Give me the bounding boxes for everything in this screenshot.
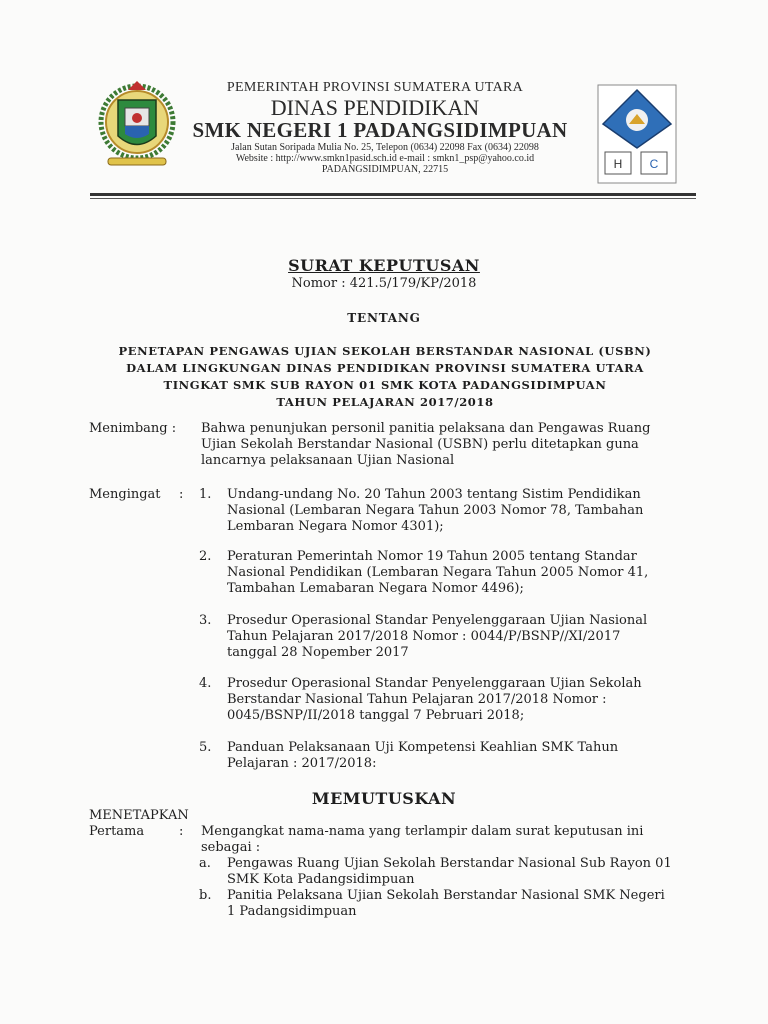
text-line: Panduan Pelaksanaan Uji Kompetensi Keahlian SMK Tahun [227,740,619,755]
text-line: lancarnya pelaksanaan Ujian Nasional [201,453,455,468]
text-line: Ujian Sekolah Berstandar Nasional (USBN) perlu ditetapkan guna [201,437,639,452]
subject-line: DALAM LINGKUNGAN DINAS PENDIDIKAN PROVINSI SUMATERA UTARA [126,361,644,375]
item-number: 4. [199,676,212,691]
mengingat-item-5 [227,740,696,772]
text-line: Lembaran Negara Nomor 4301); [227,519,444,534]
tentang-heading: TENTANG [347,311,421,325]
mengingat-item-1 [227,487,696,535]
pertama-item-a [227,856,696,888]
subject-line: TINGKAT SMK SUB RAYON 01 SMK KOTA PADANGSIDIMPUAN [163,378,607,392]
svg-text:C: C [649,157,659,171]
letterhead-agency: DINAS PENDIDIKAN [270,95,480,120]
text-line: Undang-undang No. 20 Tahun 2003 tentang Sistim Pendidikan [227,487,641,502]
text-line: Panitia Pelaksana Ujian Sekolah Berstandar Nasional SMK Negeri [227,888,665,903]
letterhead-rule-thin [90,198,696,199]
document-subject [90,343,680,411]
pertama-text [201,824,696,856]
mengingat-colon: : [179,487,184,502]
text-line: Bahwa penunjukan personil panitia pelaksana dan Pengawas Ruang [201,421,651,436]
mengingat-item-3 [227,613,696,661]
text-line: Mengangkat nama-nama yang terlampir dalam surat keputusan ini [201,824,644,839]
item-number: 3. [199,613,212,628]
text-line: Prosedur Operasional Standar Penyelenggaraan Ujian Nasional [227,613,648,628]
item-number: 5. [199,740,212,755]
text-line: sebagai : [201,840,261,855]
document-number: Nomor : 421.5/179/KP/2018 [291,276,477,291]
subject-line: PENETAPAN PENGAWAS UJIAN SEKOLAH BERSTANDAR NASIONAL (USBN) [118,344,652,358]
text-line: Pengawas Ruang Ujian Sekolah Berstandar Nasional Sub Rayon 01 [227,856,672,871]
school-certification-logo [597,84,677,184]
text-line: 1 Padangsidimpuan [227,904,357,919]
letterhead-rule [90,193,696,196]
mengingat-item-2 [227,549,696,597]
text-line: 0045/BSNP/II/2018 tanggal 7 Pebruari 2018; [227,708,525,723]
item-number: 2. [199,549,212,564]
text-line: Nasional (Lembaran Negara Tahun 2003 Nomor 78, Tambahan [227,503,644,518]
text-line: Berstandar Nasional Tahun Pelajaran 2017/2018 Nomor : [227,692,607,707]
document-title: SURAT KEPUTUSAN [288,256,480,275]
address-line: Jalan Sutan Soripada Mulia No. 25, Telepon (0634) 22098 Fax (0634) 22098 [231,142,539,153]
pertama-colon: : [179,824,184,839]
menimbang-text [201,421,696,469]
sub-item-letter: a. [199,856,211,871]
letterhead-address [190,142,580,175]
svg-text:H: H [613,157,623,171]
city-line: PADANGSIDIMPUAN, 22715 [321,164,449,175]
text-line: Tambahan Lemabaran Negara Nomor 4496); [227,581,524,596]
letterhead-school: SMK NEGERI 1 PADANGSIDIMPUAN [192,118,568,142]
text-line: Prosedur Operasional Standar Penyelenggaraan Ujian Sekolah [227,676,642,691]
letterhead-government: PEMERINTAH PROVINSI SUMATERA UTARA [226,80,524,95]
pertama-item-b [227,888,696,920]
item-number: 1. [199,487,212,502]
mengingat-item-4 [227,676,696,724]
website-line: Website : http://www.smkn1pasid.sch.id e-mail : smkn1_psp@yahoo.co.id [235,153,535,164]
subject-line: TAHUN PELAJARAN 2017/2018 [276,395,494,409]
pertama-label: Pertama [89,824,145,839]
text-line: Pelajaran : 2017/2018: [227,756,377,771]
menimbang-label: Menimbang : [89,421,177,436]
sub-item-letter: b. [199,888,212,903]
text-line: Tahun Pelajaran 2017/2018 Nomor : 0044/P/BSNP//XI/2017 [227,629,621,644]
text-line: Nasional Pendidikan (Lembaran Negara Tahun 2005 Nomor 41, [227,565,649,580]
mengingat-label: Mengingat [89,487,161,502]
memutuskan-heading: MEMUTUSKAN [311,789,457,808]
menetapkan-label: MENETAPKAN [89,808,189,823]
text-line: SMK Kota Padangsidimpuan [227,872,415,887]
text-line: Peraturan Pemerintah Nomor 19 Tahun 2005 tentang Standar [227,549,637,564]
text-line: tanggal 28 Nopember 2017 [227,645,409,660]
